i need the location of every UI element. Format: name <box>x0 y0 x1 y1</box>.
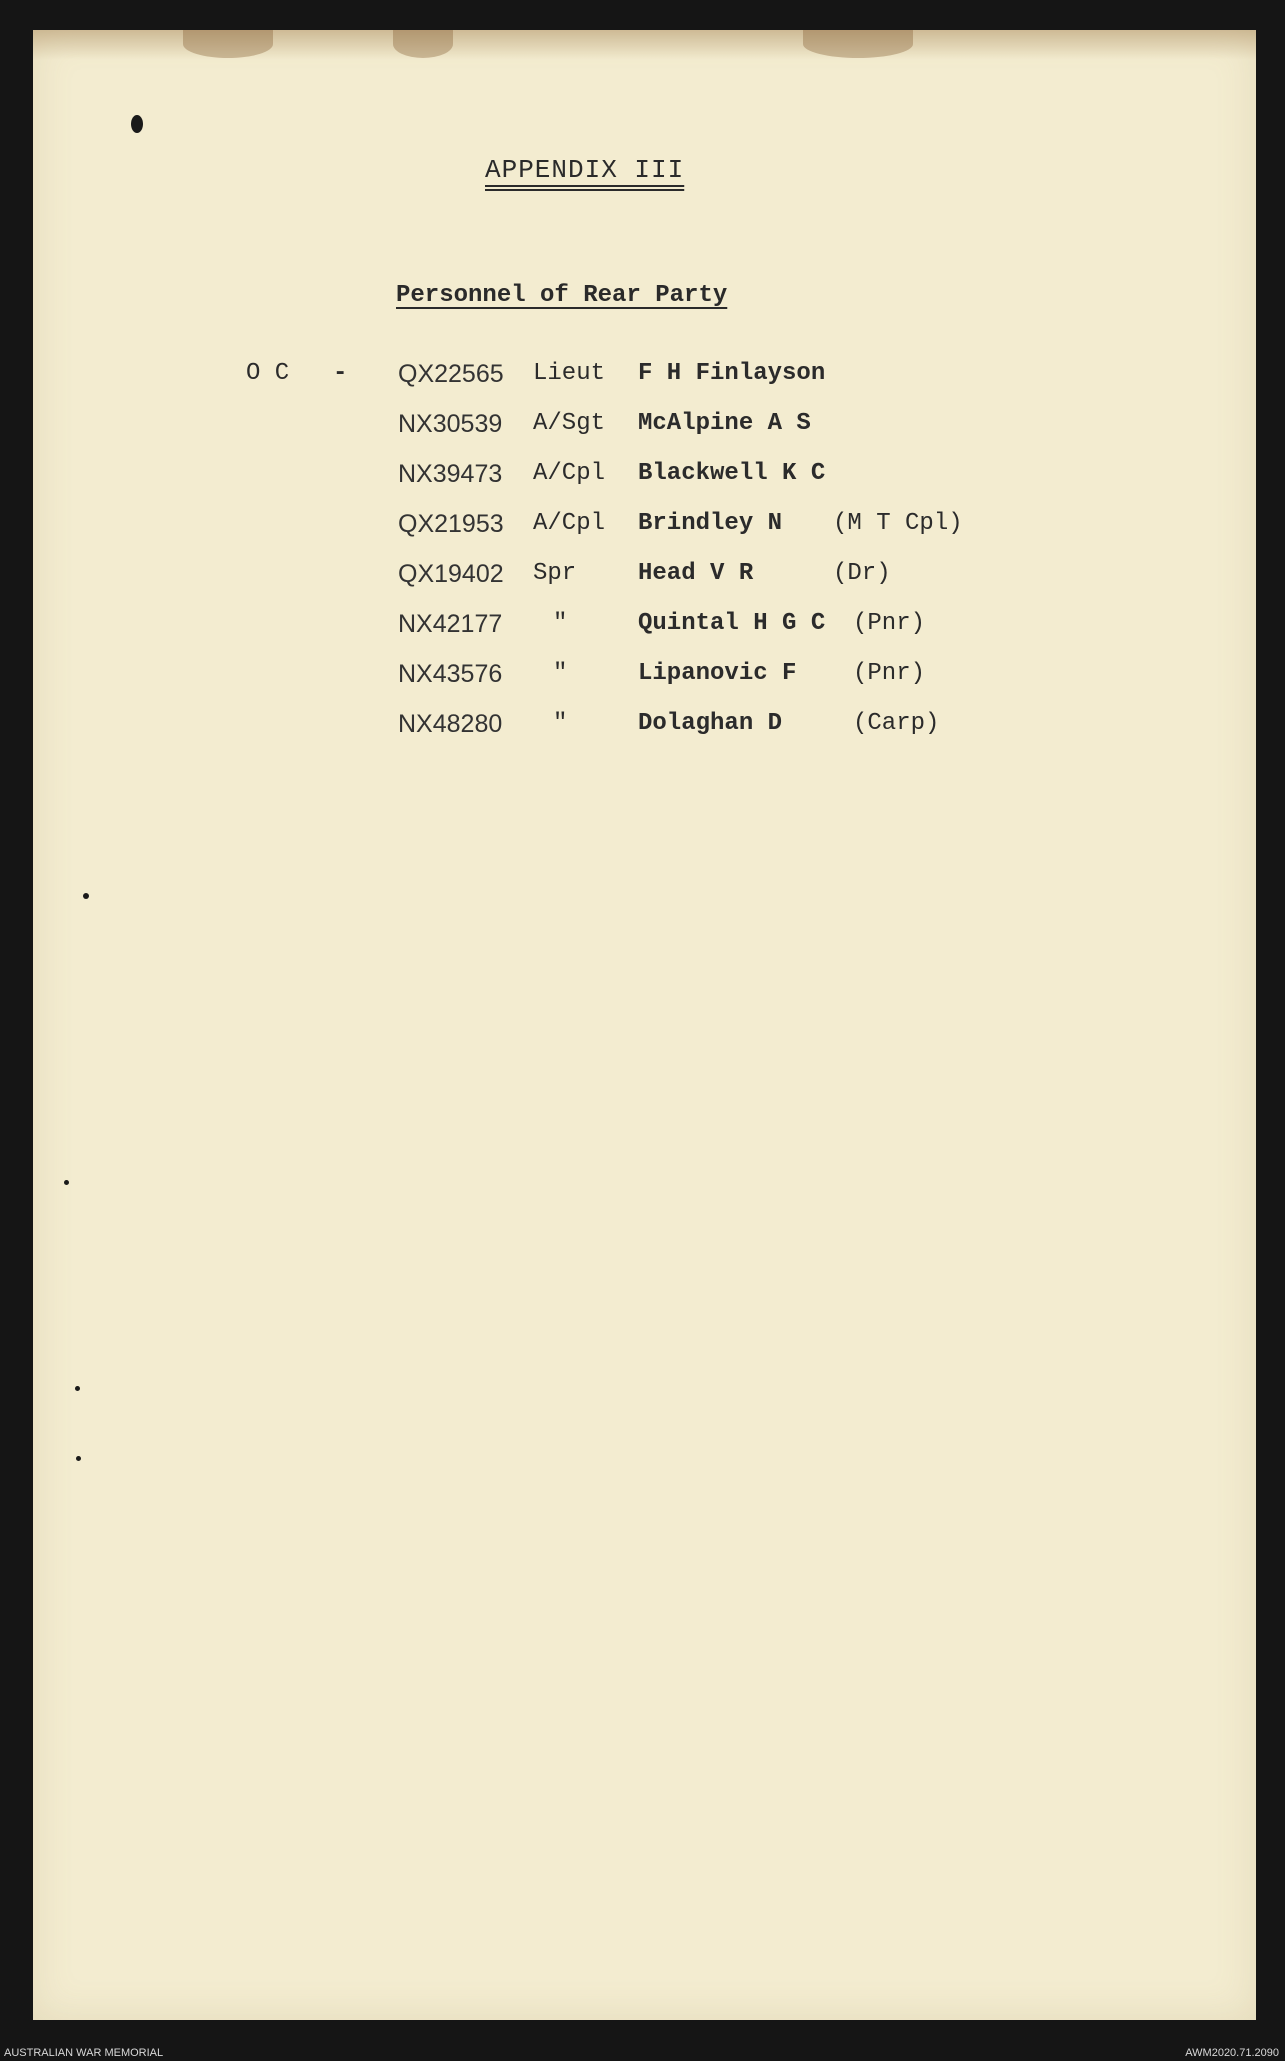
rank: A/Cpl <box>533 460 606 487</box>
punch-hole-mark <box>83 893 89 899</box>
service-number: NX48280 <box>398 710 503 738</box>
rank: Lieut <box>533 360 606 387</box>
service-number: NX42177 <box>398 610 503 638</box>
punch-hole-mark <box>64 1180 69 1185</box>
role: (M T Cpl) <box>833 510 963 537</box>
personnel-row <box>33 460 1256 500</box>
role: (Pnr) <box>853 660 926 687</box>
person-name: Blackwell K C <box>638 460 826 487</box>
accession-number: AWM2020.71.2090 <box>1185 2047 1279 2059</box>
rank: A/Cpl <box>533 510 606 537</box>
service-number: NX39473 <box>398 460 503 488</box>
document-page <box>33 30 1256 2020</box>
appendix-title: APPENDIX III <box>485 155 685 185</box>
rank: " <box>553 660 568 687</box>
service-number: QX22565 <box>398 360 504 388</box>
person-name: F H Finlayson <box>638 360 826 387</box>
service-number: NX43576 <box>398 660 503 688</box>
stain-blob <box>803 30 913 58</box>
service-number: QX19402 <box>398 560 504 588</box>
personnel-row <box>33 360 1256 400</box>
punch-hole-mark <box>76 1456 81 1461</box>
person-name: Dolaghan D <box>638 710 783 737</box>
stain-blob <box>393 30 453 58</box>
role: (Pnr) <box>853 610 926 637</box>
role: (Dr) <box>833 560 891 587</box>
person-name: Quintal H G C <box>638 610 826 637</box>
rank: " <box>553 610 568 637</box>
person-name: McAlpine A S <box>638 410 811 437</box>
person-name: Lipanovic F <box>638 660 797 687</box>
person-name: Brindley N <box>638 510 783 537</box>
rank: Spr <box>533 560 577 587</box>
punch-hole-mark <box>131 115 143 133</box>
role: (Carp) <box>853 710 940 737</box>
row-prefix: O C <box>246 360 290 387</box>
rank: " <box>553 710 568 737</box>
punch-hole-mark <box>75 1386 80 1391</box>
personnel-row <box>33 410 1256 450</box>
personnel-row <box>33 610 1256 650</box>
row-dash: - <box>333 360 348 387</box>
person-name: Head V R <box>638 560 754 587</box>
personnel-row <box>33 710 1256 750</box>
personnel-row <box>33 510 1256 550</box>
stain-blob <box>183 30 273 58</box>
service-number: QX21953 <box>398 510 504 538</box>
personnel-row <box>33 560 1256 600</box>
rank: A/Sgt <box>533 410 606 437</box>
service-number: NX30539 <box>398 410 503 438</box>
archive-credit: AUSTRALIAN WAR MEMORIAL <box>4 2047 164 2059</box>
section-heading: Personnel of Rear Party <box>396 282 728 309</box>
personnel-row <box>33 660 1256 700</box>
